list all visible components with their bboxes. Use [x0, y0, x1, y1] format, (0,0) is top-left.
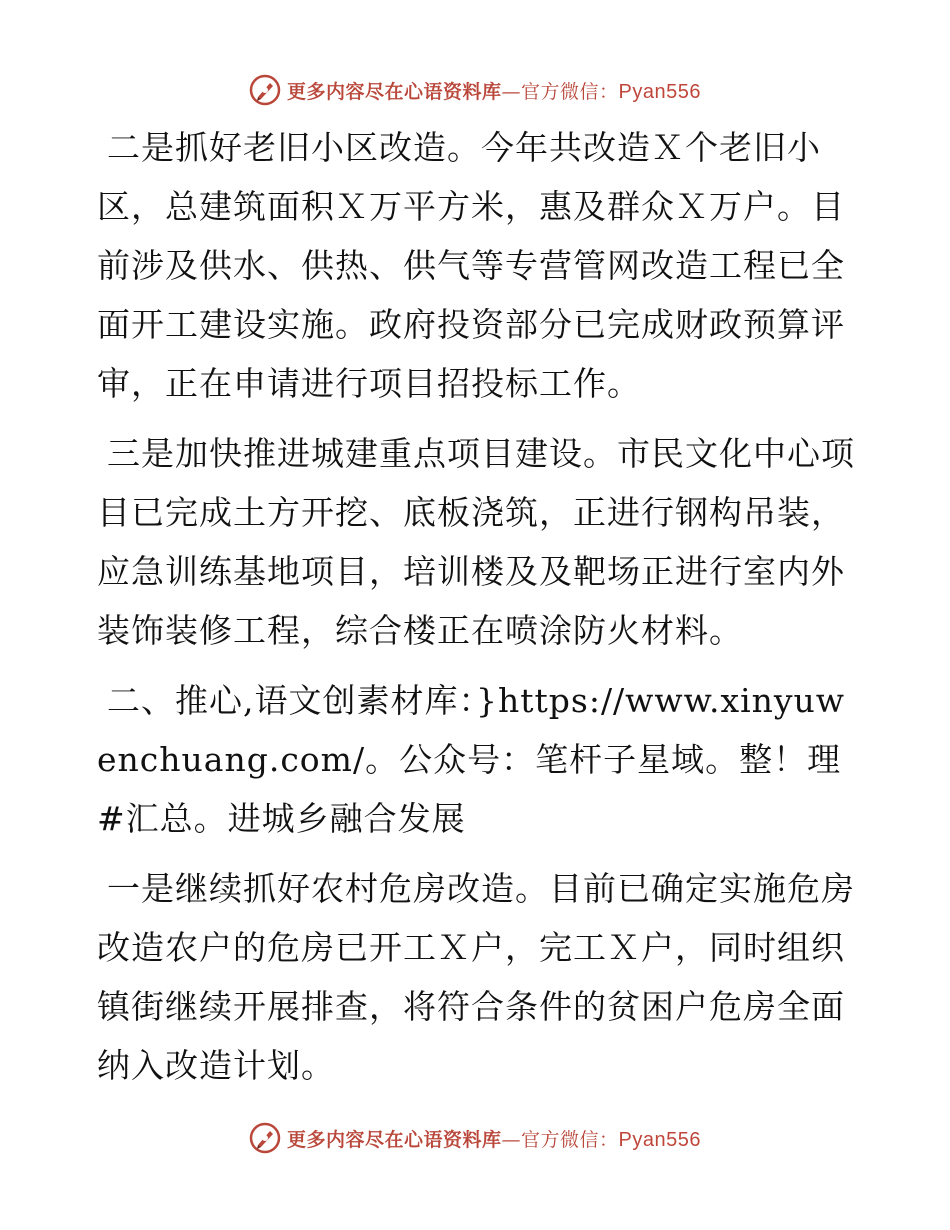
paragraph-key-projects: 三是加快推进城建重点项目建设。市民文化中心项目已完成土方开挖、底板浇筑，正进行钢构吊装，应急训练基地项目，培训楼及及靶场正进行室内外装饰装修工程，综合楼正在喷涂防火材料。: [97, 434, 855, 650]
paragraph-old-community-renovation: 二是抓好老旧小区改造。今年共改造Ｘ个老旧小区，总建筑面积Ｘ万平方米，惠及群众Ｘ万户。目前涉及供水、供热、供气等专营管网改造工程已全面开工建设实施。政府投资部分已完成财政预算评审，正在申请进行项目招投标工作。: [97, 128, 845, 403]
watermark-wechat-id: Pyan556: [618, 1128, 701, 1151]
watermark-text: [287, 1125, 701, 1152]
pen-seal-icon: [249, 1122, 281, 1154]
paragraph-section-heading-urban-rural: 二、推心,语文创素材库：}https://www.xinyuwenchuang.com/。公众号：笔杆子星域。整！理#汇总。进城乡融合发展: [97, 681, 846, 838]
document-body: [97, 118, 857, 1106]
header-watermark-banner: [0, 72, 950, 108]
footer-watermark-banner: [0, 1120, 950, 1156]
watermark-text: [287, 77, 701, 104]
pen-seal-icon: [249, 74, 281, 106]
watermark-wechat-id: Pyan556: [618, 80, 701, 103]
watermark-wechat-label: 官方微信：: [521, 1128, 619, 1151]
paragraph-rural-housing-renovation: 一是继续抓好农村危房改造。目前已确定实施危房改造农户的危房已开工Ｘ户，完工Ｘ户，同时组织镇街继续开展排查，将符合条件的贫困户危房全面纳入改造计划。: [97, 869, 855, 1085]
watermark-dash: —: [501, 1128, 522, 1151]
watermark-wechat-label: 官方微信：: [521, 80, 619, 103]
watermark-main-text: 更多内容尽在心语资料库: [287, 80, 502, 103]
watermark-dash: —: [501, 80, 522, 103]
watermark-main-text: 更多内容尽在心语资料库: [287, 1128, 502, 1151]
